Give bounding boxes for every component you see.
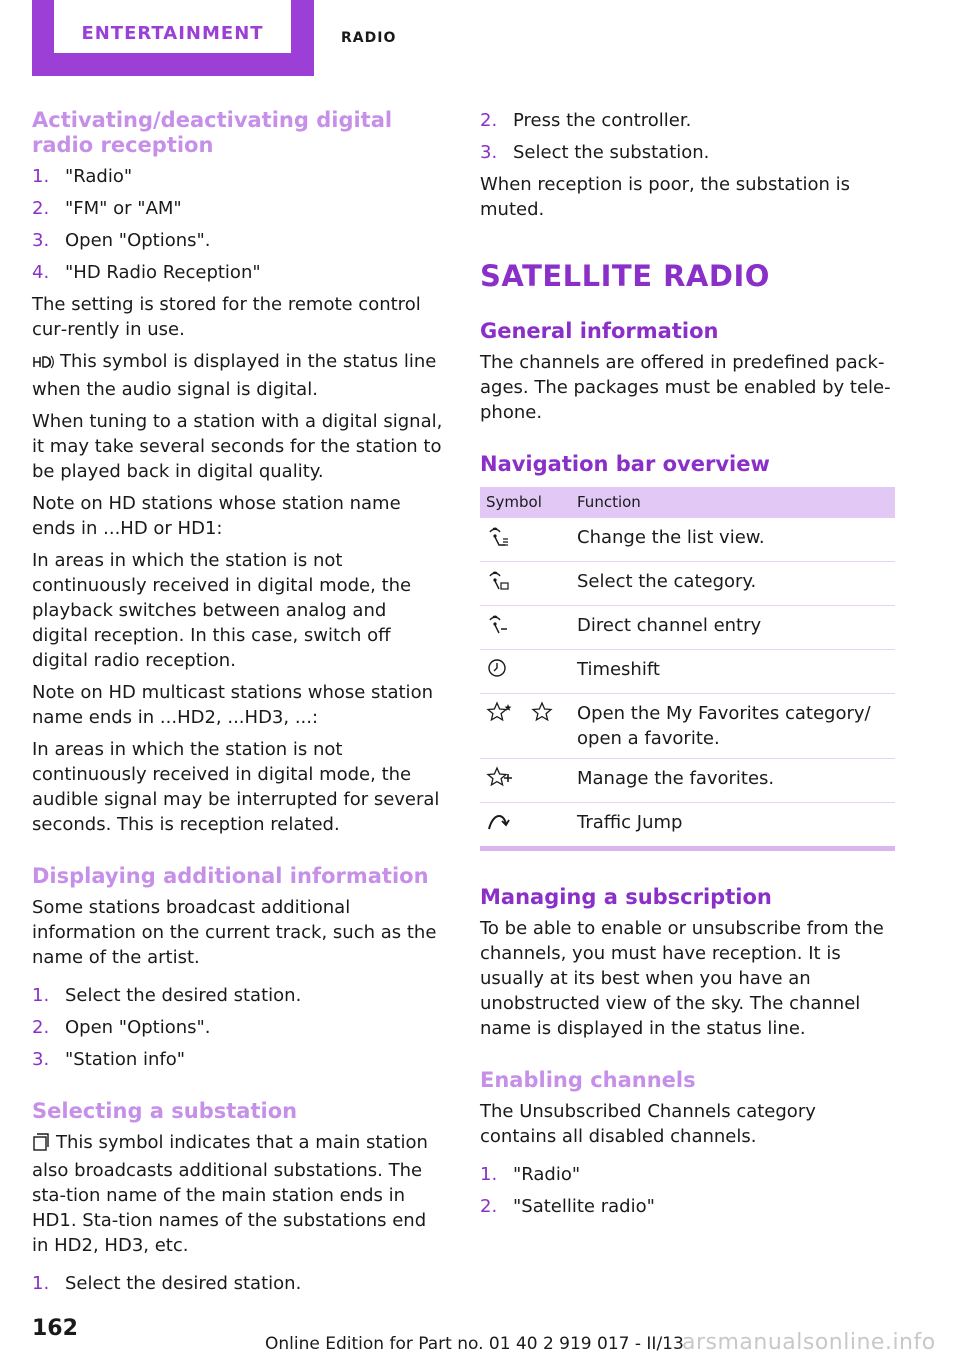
section-tab-label: RADIO [341,30,397,46]
heading-satellite-radio: SATELLITE RADIO [480,259,770,293]
heading-navbar-overview: Navigation bar overview [480,452,770,476]
table-row [480,803,895,849]
heading-digital-radio: Activating/deactivating digital radio reception [32,108,393,157]
table-row [480,518,895,562]
list-view-icon [486,531,510,552]
paragraph: This symbol is displayed in the status line when the audio signal is digital. [32,351,437,400]
steps-substation-cont [480,108,895,165]
list-item: 2. "Satellite radio" [480,1196,655,1217]
hd-digital-icon [32,352,54,377]
paragraph: Note on HD multicast stations whose station name ends in ...HD2, ...HD3, ...: [32,682,433,728]
list-item: 2. Open "Options". [32,1017,211,1038]
heading-enabling-channels: Enabling channels [480,1068,696,1092]
col-function-header: Function [571,487,895,518]
list-item: 2. Press the controller. [480,110,692,131]
table-header-row [480,487,895,518]
function-cell: Change the list view. [571,518,895,562]
right-column [480,108,895,1226]
steps-substation [32,1271,447,1296]
chapter-tab [32,0,314,76]
list-item: 2. "FM" or "AM" [32,198,182,219]
heading-general-info: General information [480,319,719,343]
chapter-tab-label: ENTERTAINMENT [54,0,291,53]
navbar-table [480,487,895,851]
function-cell: Direct channel entry [571,606,895,650]
paragraph: In areas in which the station is not continuously received in digital mode, the playback switches between analog and digital reception. In this case, switch off digital radio reception. [32,550,412,671]
function-cell: Manage the favorites. [571,759,895,803]
function-cell: Open the My Favorites category/ open a favorite. [571,694,895,759]
list-item: 3. Open "Options". [32,230,211,251]
manage-favorites-icon [486,772,514,793]
paragraph: When reception is poor, the substation is muted. [480,174,851,220]
list-item: 1. Select the desired station. [32,1273,302,1294]
function-cell: Select the category. [571,562,895,606]
heading-substation: Selecting a substation [32,1099,298,1123]
timeshift-icon [486,663,510,684]
table-row [480,650,895,694]
favorites-icon [486,707,556,728]
list-item: 1. "Radio" [480,1164,581,1185]
table-row [480,606,895,650]
edition-footer: Online Edition for Part no. 01 40 2 919 017 - II/13 [265,1334,684,1354]
direct-entry-icon [486,619,510,640]
paragraph: This symbol indicates that a main station also broadcasts additional substations. The sta‐tion name of the main station ends in HD1. Sta‐tion names of the substations end in HD2, HD3, etc. [32,1132,428,1256]
watermark: arsmanualsonline.info [682,1330,936,1355]
heading-subscription: Managing a subscription [480,885,772,909]
table-row [480,759,895,803]
paragraph: Note on HD stations whose station name ends in ...HD or HD1: [32,493,401,539]
list-item: 3. "Station info" [32,1049,186,1070]
table-row [480,694,895,759]
category-icon [486,575,510,596]
paragraph: When tuning to a station with a digital signal, it may take several seconds for the station to be played back in digital quality. [32,411,443,482]
steps-enabling-channels [480,1162,895,1219]
col-symbol-header: Symbol [480,487,571,518]
steps-additional-info [32,983,447,1072]
list-item: 3. Select the substation. [480,142,710,163]
heading-additional-info: Displaying additional information [32,864,429,888]
paragraph: The Unsubscribed Channels category contains all disabled channels. [480,1101,816,1147]
left-column [32,108,447,1303]
function-cell: Traffic Jump [577,812,683,833]
page-number: 162 [32,1316,78,1341]
list-item: 4. "HD Radio Reception" [32,262,261,283]
traffic-jump-icon [486,816,512,837]
steps-digital-radio [32,164,447,285]
table-row [480,562,895,606]
paragraph: To be able to enable or unsubscribe from the channels, you must have reception. It is usually at its best when you have an unobstructed view of the sky. The channel name is displayed in the status line. [480,918,884,1039]
function-cell: Timeshift [571,650,895,694]
paragraph: The channels are offered in predefined pack‐ages. The packages must be enabled by tele‐phone. [480,352,891,423]
list-item: 1. Select the desired station. [32,985,302,1006]
list-item: 1. "Radio" [32,166,133,187]
paragraph: In areas in which the station is not continuously received in digital mode, the audible signal may be interrupted for several seconds. This is reception related. [32,739,440,835]
paragraph: The setting is stored for the remote control cur‐rently in use. [32,294,421,340]
substation-icon [32,1133,50,1158]
paragraph: Some stations broadcast additional information on the current track, such as the name of the artist. [32,897,437,968]
